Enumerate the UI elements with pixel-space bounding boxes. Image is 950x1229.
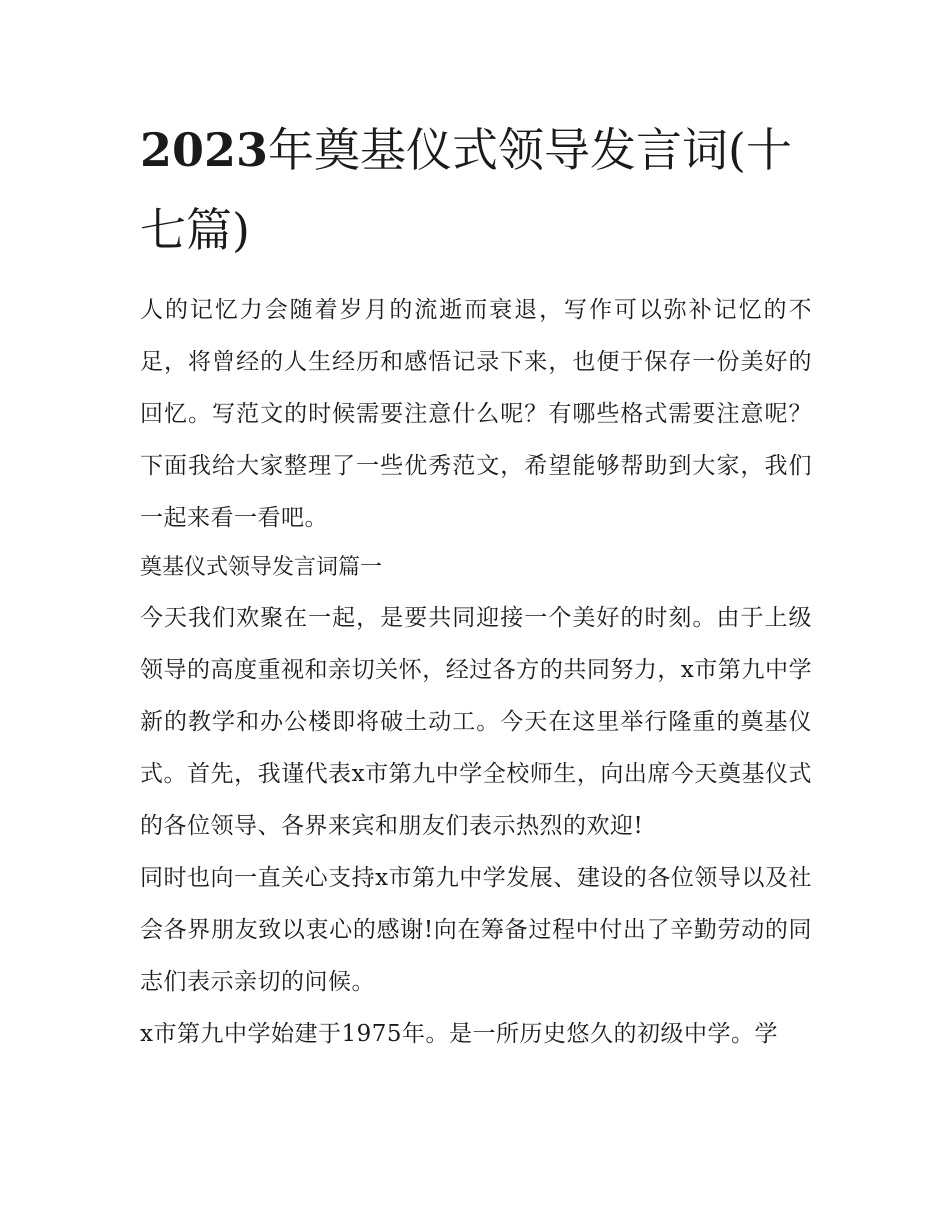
intro-paragraph: 人的记忆力会随着岁月的流逝而衰退，写作可以弥补记忆的不足，将曾经的人生经历和感悟记录下来，也便于保存一份美好的回忆。写范文的时候需要注意什么呢？有哪些格式需要注意呢？下面我给大家整理了一些优秀范文，希望能够帮助到大家，我们一起来看一看吧。 <box>140 297 812 531</box>
title-year: 2023 <box>140 123 269 177</box>
body-paragraph-1: 今天我们欢聚在一起，是要共同迎接一个美好的时刻。由于上级领导的高度重视和亲切关怀，经过各方的共同努力，x市第九中学新的教学和办公楼即将破土动工。今天在这里举行隆重的奠基仪式。首先，我谨代表x市第九中学全校师生，向出席今天奠基仪式的各位领导、各界来宾和朋友们表示热烈的欢迎! <box>140 605 812 839</box>
document-page <box>140 110 812 1060</box>
document-title <box>140 110 812 270</box>
body-paragraph-3: x市第九中学始建于1975年。是一所历史悠久的初级中学。学 <box>140 1021 779 1047</box>
section-heading: 奠基仪式领导发言词篇一 <box>140 555 383 580</box>
body-paragraph-2: 同时也向一直关心支持x市第九中学发展、建设的各位领导以及社会各界朋友致以衷心的感谢!向在筹备过程中付出了辛勤劳动的同志们表示亲切的问候。 <box>140 865 812 995</box>
title-text: 年奠基仪式领导发言词(十七篇) <box>140 123 792 257</box>
